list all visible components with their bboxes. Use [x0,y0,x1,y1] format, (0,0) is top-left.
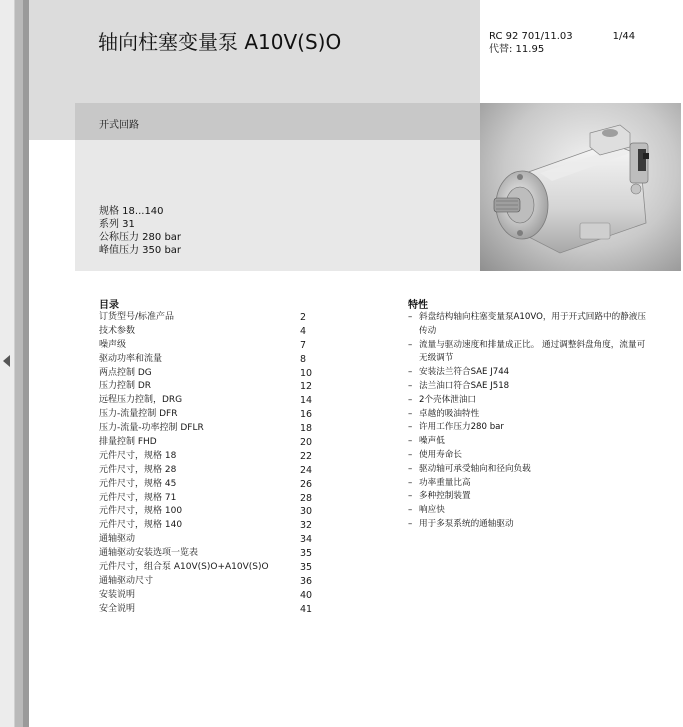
dash-bullet: – [408,367,413,378]
feature-item [408,421,648,435]
toc-item-page: 18 [300,423,313,435]
features-list [408,311,648,532]
toc-item-page: 36 [300,575,313,587]
toc-item[interactable] [99,575,319,589]
spec-list [99,205,181,257]
toc-item-page: 14 [300,395,313,407]
feature-text: 多种控制装置 [419,491,471,502]
toc-item-page: 26 [300,478,313,490]
toc-item[interactable] [99,367,319,381]
feature-text: 驱动轴可承受轴向和径向负载 [419,463,531,474]
dash-bullet: – [408,491,413,502]
toc-item-page: 4 [300,325,307,337]
feature-item [408,449,648,463]
toc-heading: 目录 [99,300,119,311]
toc-item-title: 技术参数 [99,325,136,336]
dash-bullet: – [408,463,413,474]
toc-item[interactable] [99,380,319,394]
feature-text: 法兰油口符合SAE J518 [419,380,510,391]
pump-illustration-icon [480,103,681,271]
toc-item-page: 35 [300,548,313,560]
feature-item [408,408,648,422]
dash-bullet: – [408,505,413,516]
toc-item[interactable] [99,311,319,325]
dash-bullet: – [408,339,413,350]
toc-item-title: 远程压力控制，DRG [99,395,183,406]
feature-text: 卓越的吸油特性 [419,408,480,419]
dash-bullet: – [408,449,413,460]
feature-item [408,394,648,408]
feature-text: 用于多泵系统的通轴驱动 [419,518,514,529]
toc-item-page: 16 [300,409,313,421]
toc-item-title: 压力-流量-功率控制 DFLR [99,423,204,434]
toc-item[interactable] [99,603,319,617]
dash-bullet: – [408,408,413,419]
toc-item-page: 28 [300,492,313,504]
feature-item [408,463,648,477]
toc-item-title: 驱动功率和流量 [99,353,163,364]
toc-item-page: 24 [300,464,313,476]
toc-item-title: 安装说明 [99,589,136,600]
subtitle-band-left [29,103,75,140]
toc-item-title: 通轴驱动 [99,534,136,545]
toc-item[interactable] [99,394,319,408]
toc-item-page: 30 [300,506,313,518]
feature-text: 使用寿命长 [419,449,462,460]
toc-item[interactable] [99,478,319,492]
feature-text: 许用工作压力280 bar [419,422,504,433]
toc-item[interactable] [99,422,319,436]
toc-item-page: 20 [300,437,313,449]
replaces-edition: 代替: 11.95 [489,44,545,55]
dash-bullet: – [408,518,413,529]
toc-item-title: 压力-流量控制 DFR [99,409,178,420]
feature-item [408,339,648,367]
toc-item-page: 32 [300,520,313,532]
feature-text: 噪声低 [419,436,445,447]
toc-item-page: 8 [300,353,307,365]
spec-series: 系列 31 [99,219,135,230]
toc-item[interactable] [99,339,319,353]
document-title: 轴向柱塞变量泵 A10V(S)O [98,30,342,54]
toc-item-page: 22 [300,450,313,462]
dash-bullet: – [408,312,413,322]
features-heading: 特性 [408,300,428,311]
toc-item-title: 元件尺寸，规格 100 [99,506,183,517]
toc-item-title: 压力控制 DR [99,381,152,392]
feature-item [408,366,648,380]
feature-item [408,435,648,449]
toc-item[interactable] [99,561,319,575]
document-number: RC 92 701/11.03 [489,31,573,42]
toc-item[interactable] [99,547,319,561]
toc-item-title: 元件尺寸，规格 140 [99,520,183,531]
feature-text: 响应快 [419,505,445,516]
previous-page-arrow-icon[interactable] [3,355,10,367]
product-photo [480,103,681,271]
toc-item-page: 34 [300,534,313,546]
feature-text: 功率重量比高 [419,477,471,488]
toc-item-title: 元件尺寸，规格 71 [99,492,177,503]
feature-text: 2个壳体泄油口 [419,394,477,405]
toc-item-title: 通轴驱动尺寸 [99,575,154,586]
feature-item [408,477,648,491]
toc-item-page: 7 [300,339,307,351]
toc-item[interactable] [99,353,319,367]
toc-item-title: 元件尺寸，组合泵 A10V(S)O+A10V(S)O [99,562,269,573]
toc-item[interactable] [99,589,319,603]
toc-item[interactable] [99,408,319,422]
toc-item-title: 订货型号/标准产品 [99,312,175,322]
toc-item-title: 元件尺寸，规格 28 [99,464,177,475]
dash-bullet: – [408,422,413,433]
toc-item-page: 10 [300,367,313,379]
feature-text: 斜盘结构轴向柱塞变量泵A10VO，用于开式回路中的静液压传动 [419,312,646,336]
toc-item-title: 两点控制 DG [99,367,152,378]
dash-bullet: – [408,380,413,391]
page-indicator: 1/44 [612,31,636,42]
toc-item[interactable] [99,464,319,478]
toc-item[interactable] [99,492,319,506]
spec-peak-pressure: 峰值压力 350 bar [99,245,182,256]
toc-item-page: 35 [300,562,313,574]
document-meta [489,30,635,56]
dash-bullet: – [408,436,413,447]
dash-bullet: – [408,477,413,488]
spec-size: 规格 18...140 [99,206,164,217]
toc-item-title: 通轴驱动安装选项一览表 [99,548,199,559]
toc-item-title: 排量控制 FHD [99,437,157,448]
feature-item [408,518,648,532]
toc-item-title: 噪声级 [99,339,127,350]
spec-nominal-pressure: 公称压力 280 bar [99,232,182,243]
subtitle: 开式回路 [99,120,139,131]
toc-item-title: 安全说明 [99,603,136,614]
dash-bullet: – [408,394,413,405]
feature-text: 安装法兰符合SAE J744 [419,367,510,378]
toc-item[interactable] [99,533,319,547]
toc-item-page: 40 [300,589,313,601]
toc-item-title: 元件尺寸，规格 45 [99,478,177,489]
toc-item-page: 12 [300,381,313,393]
toc-item-page: 2 [300,312,307,323]
toc-item-title: 元件尺寸，规格 18 [99,450,177,461]
feature-item [408,490,648,504]
toc-item[interactable] [99,436,319,450]
toc-item[interactable] [99,325,319,339]
feature-item [408,311,648,339]
feature-text: 流量与驱动速度和排量成正比。 通过调整斜盘角度，流量可无级调节 [419,339,646,364]
toc-item[interactable] [99,519,319,533]
toc-list [99,311,319,617]
toc-item[interactable] [99,505,319,519]
toc-item[interactable] [99,450,319,464]
feature-item [408,504,648,518]
toc-item-page: 41 [300,603,313,615]
feature-item [408,380,648,394]
